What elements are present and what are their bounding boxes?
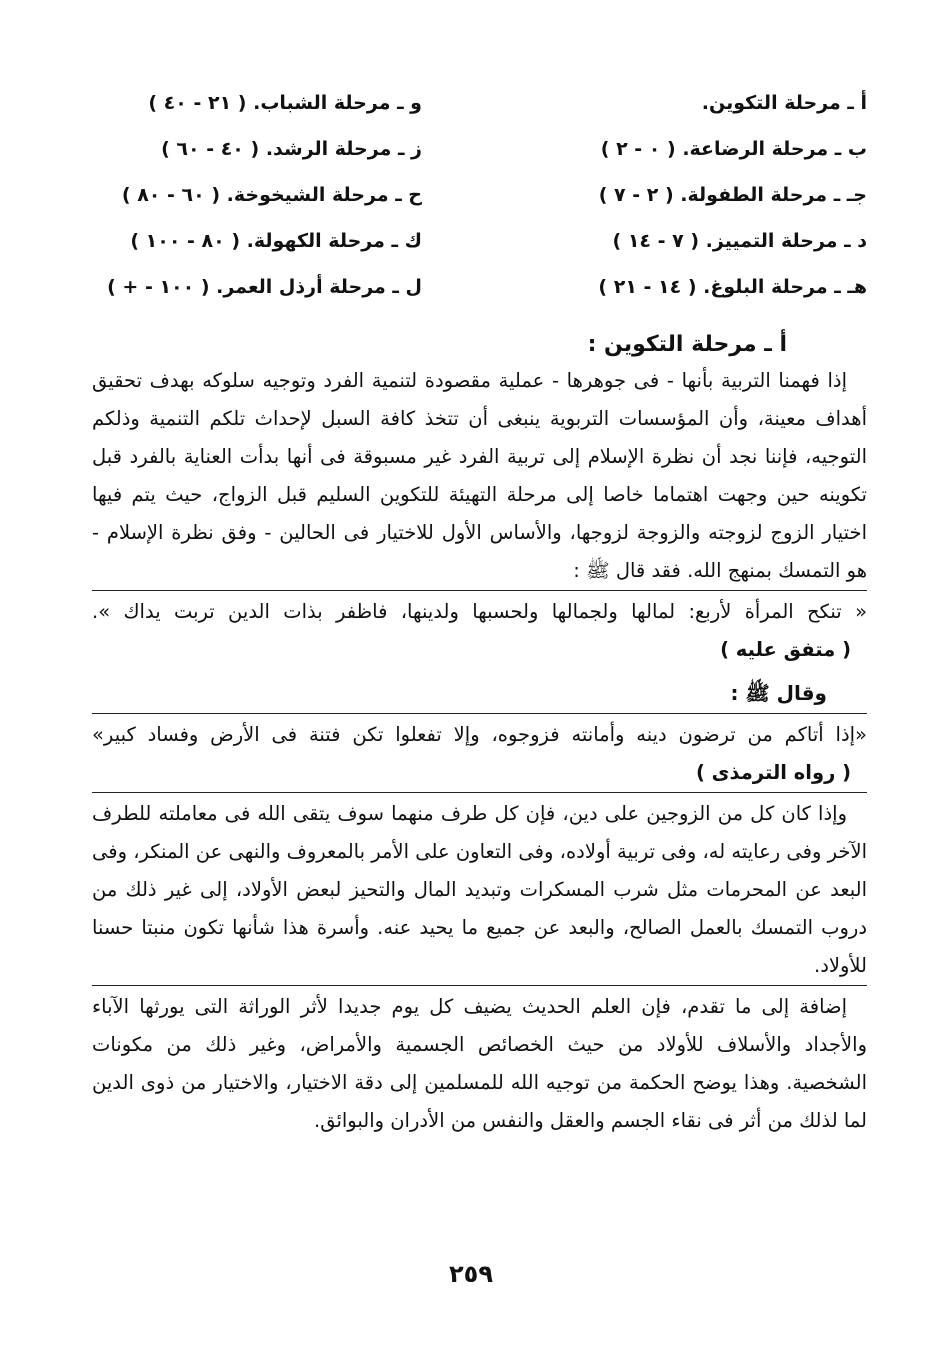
life-stages-list bbox=[92, 88, 867, 302]
stage-item: هـ ـ مرحلة البلوغ. ( ١٤ - ٢١ ) bbox=[598, 276, 867, 298]
hadith-quote-2 bbox=[92, 713, 867, 792]
page-content bbox=[92, 88, 867, 1140]
section-heading: أ ـ مرحلة التكوين : bbox=[587, 332, 787, 357]
said-line: وقال ﷺ : bbox=[730, 681, 827, 705]
paragraph-spouses: وإذا كان كل من الزوجين على دين، فإن كل طرف منهما سوف يتقى الله فى معاملته للطرف الآخر وفى رعايته له، وفى تربية أولاده، وفى التعاون على الأمر بالمعروف والنهى عن المنكر، وفى البعد عن المحرمات مثل شرب المسكرات وتبديد المال والتحيز لبعض الأولاد، إلى غير ذلك من دروب التمسك بالعمل الصالح، والبعد عن جميع ما يحيد عنه. وأسرة هذا شأنها تكون منبتا حسنا للأولاد. bbox=[92, 792, 867, 985]
hadith-source: ( رواه الترمذى ) bbox=[695, 761, 851, 784]
hadith-quote-1 bbox=[92, 590, 867, 669]
stage-item: جـ ـ مرحلة الطفولة. ( ٢ - ٧ ) bbox=[598, 184, 867, 206]
stage-item: ز ـ مرحلة الرشد. ( ٤٠ - ٦٠ ) bbox=[161, 138, 422, 160]
stage-item: و ـ مرحلة الشباب. ( ٢١ - ٤٠ ) bbox=[148, 92, 422, 114]
hadith-source: ( متفق عليه ) bbox=[720, 638, 851, 661]
stages-column-right bbox=[537, 88, 867, 302]
hadith-text: « تنكح المرأة لأربع: لمالها ولجمالها ولحسبها ولدينها، فاظفر بذات الدين تربت يداك ». bbox=[92, 600, 867, 623]
hadith-text: «إذا أتاكم من ترضون دينه وأمانته فزوجوه، وإلا تفعلوا تكن فتنة فى الأرض وفساد كبير» bbox=[92, 723, 867, 746]
stages-column-left bbox=[92, 88, 422, 302]
stage-item: ح ـ مرحلة الشيخوخة. ( ٦٠ - ٨٠ ) bbox=[121, 184, 422, 206]
page-number: ٢٥٩ bbox=[449, 1260, 493, 1288]
paragraph-intro: إذا فهمنا التربية بأنها - فى جوهرها - عملية مقصودة لتنمية الفرد وتوجيه سلوكه بهدف تحقيق أهداف معينة، وأن المؤسسات التربوية ينبغى أن تتخذ كافة السبل لإحداث تلكم التنمية وذلكم التوجيه، فإننا نجد أن نظرة الإسلام إلى تربية الفرد غير مسبوقة فى أنها بدأت العناية بالفرد قبل تكوينه حين وجهت اهتماما خاصا إلى مرحلة التهيئة للتكوين السليم قبل الزواج، حيث يتم فيها اختيار الزوج لزوجته والزوجة لزوجها، والأساس الأول للاختيار فى الحالين - وفق نظرة الإسلام - هو التمسك بمنهج الله. فقد قال ﷺ : bbox=[92, 369, 867, 582]
stage-item: أ ـ مرحلة التكوين. bbox=[701, 92, 867, 114]
stage-item: ك ـ مرحلة الكهولة. ( ٨٠ - ١٠٠ ) bbox=[130, 230, 422, 252]
stage-item: ل ـ مرحلة أرذل العمر. ( ١٠٠ - + ) bbox=[107, 276, 422, 298]
paragraph-heredity: إضافة إلى ما تقدم، فإن العلم الحديث يضيف كل يوم جديدا لأثر الوراثة التى يورثها الآباء والأجداد والأسلاف للأولاد من حيث الخصائص الجسمية والأمراض، وغير ذلك من مكونات الشخصية. وهذا يوضح الحكمة من توجيه الله للمسلمين إلى دقة الاختيار، والاختيار من ذوى الدين لما لذلك من أثر فى نقاء الجسم والعقل والنفس من الأدران والبوائق. bbox=[92, 985, 867, 1140]
stage-item: د ـ مرحلة التمييز. ( ٧ - ١٤ ) bbox=[612, 230, 867, 252]
stage-item: ب ـ مرحلة الرضاعة. ( ٠ - ٢ ) bbox=[600, 138, 867, 160]
